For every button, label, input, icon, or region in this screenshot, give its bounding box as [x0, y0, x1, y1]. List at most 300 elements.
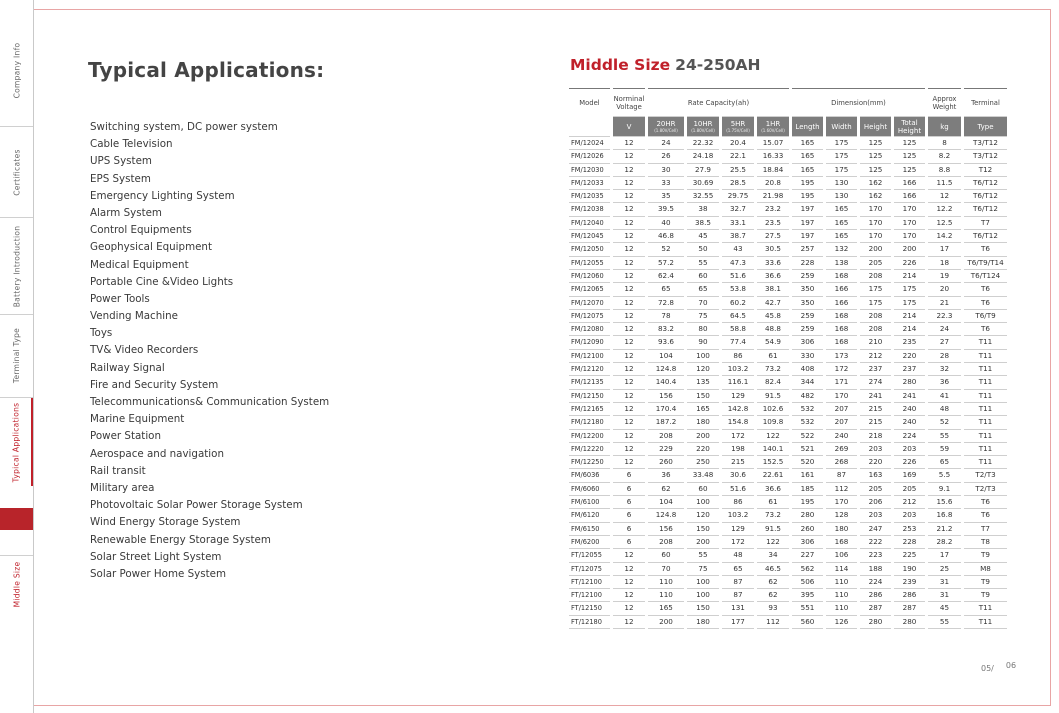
table-cell: 170.4 [648, 403, 684, 416]
table-cell: 42.7 [757, 297, 789, 310]
application-item: Fire and Security System [90, 378, 219, 391]
table-cell: 175 [860, 283, 891, 296]
table-cell: T6 [964, 243, 1007, 256]
table-cell: 240 [826, 430, 857, 443]
table-cell: 214 [894, 270, 925, 283]
application-item: Power Station [90, 430, 162, 443]
table-cell: 33 [648, 177, 684, 190]
table-cell: 250 [687, 456, 719, 469]
sub-header-cell [648, 116, 684, 136]
table-cell: 110 [826, 602, 857, 615]
table-cell: 27.5 [757, 230, 789, 243]
table-cell: 48.8 [757, 323, 789, 336]
application-item: Telecommunications& Communication System [90, 396, 330, 408]
table-cell: 62 [757, 576, 789, 589]
table-cell: 22.3 [928, 310, 961, 323]
model-cell: FM/12180 [569, 416, 610, 429]
table-cell: 57.2 [648, 257, 684, 270]
sub-header-label: Total Height [897, 118, 922, 135]
table-cell: 408 [792, 363, 823, 376]
sidebar-border [33, 0, 34, 713]
application-item: UPS System [90, 155, 152, 168]
table-cell: 12 [613, 336, 645, 349]
table-cell: 24 [648, 136, 684, 150]
tab-label: Company Info [12, 42, 22, 98]
table-cell: 38.5 [687, 217, 719, 230]
table-cell: 12 [613, 136, 645, 150]
table-cell: 12 [613, 310, 645, 323]
table-cell: 23.5 [757, 217, 789, 230]
table-cell: 259 [792, 310, 823, 323]
table-cell: 195 [792, 190, 823, 203]
table-cell: 165 [826, 217, 857, 230]
table-cell: T11 [964, 350, 1007, 363]
table-cell: 12 [613, 549, 645, 562]
table-cell: 12 [613, 164, 645, 177]
table-cell: 52 [928, 416, 961, 429]
table-cell: 17 [928, 243, 961, 256]
table-cell: 162 [860, 190, 891, 203]
table-row [569, 456, 1007, 469]
table-row [569, 602, 1007, 615]
table-cell: 170 [894, 203, 925, 216]
table-row [569, 496, 1007, 509]
table-cell: 180 [687, 416, 719, 429]
table-cell: T11 [964, 363, 1007, 376]
table-cell: 40 [648, 217, 684, 230]
page-total: 06 [1005, 661, 1017, 670]
table-cell: 120 [687, 509, 719, 522]
table-cell: 215 [860, 403, 891, 416]
table-cell: 237 [894, 363, 925, 376]
table-cell: 200 [648, 616, 684, 629]
table-cell: 224 [894, 430, 925, 443]
table-cell: 30 [648, 164, 684, 177]
table-cell: 30.69 [687, 177, 719, 190]
table-cell: 150 [687, 390, 719, 403]
table-cell: 172 [722, 430, 754, 443]
table-cell: 521 [792, 443, 823, 456]
table-cell: 156 [648, 523, 684, 536]
table-row [569, 323, 1007, 336]
table-cell: 33.1 [722, 217, 754, 230]
application-item: EPS System [90, 172, 151, 185]
table-cell: 30.6 [722, 469, 754, 482]
tab-battery-introduction[interactable] [0, 218, 34, 314]
tab-company-info[interactable] [0, 20, 34, 120]
model-cell: FM/12070 [569, 297, 610, 310]
table-cell: T11 [964, 443, 1007, 456]
table-cell: 31 [928, 589, 961, 602]
table-cell: 6 [613, 523, 645, 536]
sub-header-label: 10HR [693, 120, 713, 128]
table-cell: 253 [894, 523, 925, 536]
table-cell: 154.8 [722, 416, 754, 429]
table-cell: 177 [722, 616, 754, 629]
table-cell: 110 [648, 576, 684, 589]
table-cell: 73.2 [757, 509, 789, 522]
table-cell: T8 [964, 536, 1007, 549]
table-cell: 306 [792, 536, 823, 549]
table-row [569, 350, 1007, 363]
table-cell: 26 [648, 150, 684, 163]
model-cell: FM/12030 [569, 164, 610, 177]
table-row [569, 363, 1007, 376]
table-cell: 45.8 [757, 310, 789, 323]
table-cell: 269 [826, 443, 857, 456]
table-cell: 65 [722, 563, 754, 576]
table-cell: 106 [826, 549, 857, 562]
table-cell: 65 [928, 456, 961, 469]
table-row [569, 270, 1007, 283]
table-cell: 214 [894, 310, 925, 323]
table-cell: 225 [894, 549, 925, 562]
table-row [569, 443, 1007, 456]
table-cell: 24.18 [687, 150, 719, 163]
table-cell: 22.32 [687, 136, 719, 150]
sub-header-note: (1.80V/Cell) [691, 128, 715, 133]
table-cell: 150 [687, 523, 719, 536]
table-cell: 562 [792, 563, 823, 576]
table-cell: 86 [722, 350, 754, 363]
sub-header-cell [928, 116, 961, 136]
table-cell: 12 [613, 416, 645, 429]
table-cell: 12 [613, 443, 645, 456]
table-cell: 172 [826, 363, 857, 376]
table-cell: 224 [860, 576, 891, 589]
model-cell: FM/12024 [569, 136, 610, 150]
table-cell: 60 [648, 549, 684, 562]
table-cell: 156 [648, 390, 684, 403]
table-row [569, 243, 1007, 256]
model-cell: FM/12220 [569, 443, 610, 456]
table-row [569, 616, 1007, 629]
table-cell: 12 [613, 390, 645, 403]
table-cell: 33.6 [757, 257, 789, 270]
table-cell: 34 [757, 549, 789, 562]
table-cell: 150 [687, 602, 719, 615]
sub-header-cell [722, 116, 754, 136]
table-cell: 32.7 [722, 203, 754, 216]
table-cell: 240 [894, 416, 925, 429]
tab-label: Certificates [12, 148, 22, 196]
table-row [569, 536, 1007, 549]
table-cell: 38.1 [757, 283, 789, 296]
table-row [569, 136, 1007, 150]
table-cell: 61 [757, 350, 789, 363]
table-cell: 208 [860, 310, 891, 323]
table-cell: 65 [648, 283, 684, 296]
table-cell: 9.1 [928, 483, 961, 496]
sub-header-cell [826, 116, 857, 136]
table-row [569, 310, 1007, 323]
model-cell: FM/6200 [569, 536, 610, 549]
table-cell: 45 [928, 602, 961, 615]
table-cell: 175 [894, 297, 925, 310]
tab-terminal-type[interactable] [0, 315, 34, 395]
table-cell: 110 [826, 589, 857, 602]
table-cell: T6 [964, 283, 1007, 296]
table-cell: 12 [613, 243, 645, 256]
model-cell: FM/12120 [569, 363, 610, 376]
model-cell: FM/12080 [569, 323, 610, 336]
table-cell: 20 [928, 283, 961, 296]
table-row [569, 297, 1007, 310]
table-cell: 185 [792, 483, 823, 496]
table-cell: 70 [648, 563, 684, 576]
application-item: Alarm System [90, 206, 162, 219]
table-cell: 195 [792, 177, 823, 190]
col-voltage-header: Norminal Voltage [613, 88, 645, 116]
table-cell: 91.5 [757, 390, 789, 403]
table-cell: 12 [613, 257, 645, 270]
sub-header-note: (1.60V/Cell) [761, 128, 785, 133]
table-cell: 190 [894, 563, 925, 576]
table-cell: 12 [613, 576, 645, 589]
table-cell: 520 [792, 456, 823, 469]
table-cell: 48 [928, 403, 961, 416]
table-cell: 120 [687, 363, 719, 376]
table-cell: 280 [894, 616, 925, 629]
sub-header-label: Height [863, 122, 888, 131]
table-cell: 6 [613, 509, 645, 522]
table-cell: 12 [613, 563, 645, 576]
table-cell: 29.75 [722, 190, 754, 203]
tab-typical-applications[interactable] [0, 398, 34, 486]
table-cell: 12 [613, 230, 645, 243]
sub-header-cell [860, 116, 891, 136]
table-cell: 14.2 [928, 230, 961, 243]
table-cell: 166 [826, 283, 857, 296]
table-cell: 12 [613, 376, 645, 389]
table-cell: 21.98 [757, 190, 789, 203]
sub-header-cell [687, 116, 719, 136]
application-item: Emergency Lighting System [90, 189, 235, 202]
table-cell: 30.5 [757, 243, 789, 256]
table-cell: 129 [722, 523, 754, 536]
table-title [570, 56, 761, 74]
col-capacity-header: Rate Capacity(ah) [648, 88, 789, 116]
table-cell: 197 [792, 217, 823, 230]
table-cell: 112 [826, 483, 857, 496]
table-cell: 274 [860, 376, 891, 389]
table-cell: T9 [964, 576, 1007, 589]
table-cell: 215 [722, 456, 754, 469]
table-cell: 38.7 [722, 230, 754, 243]
table-cell: 31 [928, 576, 961, 589]
table-cell: 171 [826, 376, 857, 389]
table-cell: 166 [826, 297, 857, 310]
table-cell: 532 [792, 416, 823, 429]
table-cell: 214 [894, 323, 925, 336]
table-cell: 21.2 [928, 523, 961, 536]
table-cell: 122 [757, 536, 789, 549]
table-cell: 163 [860, 469, 891, 482]
table-cell: 170 [894, 217, 925, 230]
table-cell: 212 [860, 350, 891, 363]
sub-header-cell [792, 116, 823, 136]
table-cell: 306 [792, 336, 823, 349]
tab-middle-size[interactable] [0, 556, 34, 612]
table-cell: 138 [826, 257, 857, 270]
model-cell: FM/12250 [569, 456, 610, 469]
sub-header-label: 1HR [765, 120, 781, 128]
table-cell: 6 [613, 536, 645, 549]
table-cell: T2/T3 [964, 483, 1007, 496]
table-cell: 93 [757, 602, 789, 615]
table-sub-header-row [569, 116, 1007, 136]
table-cell: 125 [894, 150, 925, 163]
table-cell: T9 [964, 549, 1007, 562]
table-cell: 198 [722, 443, 754, 456]
spec-table [566, 88, 1010, 629]
tab-certificates[interactable] [0, 127, 34, 217]
table-cell: 103.2 [722, 363, 754, 376]
table-cell: 8.2 [928, 150, 961, 163]
table-cell: 162 [860, 177, 891, 190]
model-cell: FT/12100 [569, 576, 610, 589]
table-cell: 12 [613, 217, 645, 230]
table-cell: 102.6 [757, 403, 789, 416]
table-cell: 237 [860, 363, 891, 376]
table-cell: 28 [928, 350, 961, 363]
table-cell: 241 [894, 390, 925, 403]
table-cell: T6/T12 [964, 190, 1007, 203]
table-cell: 135 [687, 376, 719, 389]
table-cell: 200 [860, 243, 891, 256]
table-row [569, 390, 1007, 403]
table-cell: 259 [792, 323, 823, 336]
table-cell: 35 [648, 190, 684, 203]
table-cell: T11 [964, 390, 1007, 403]
table-cell: 12.2 [928, 203, 961, 216]
table-cell: 197 [792, 230, 823, 243]
table-cell: T2/T3 [964, 469, 1007, 482]
table-cell: 131 [722, 602, 754, 615]
table-cell: 73.2 [757, 363, 789, 376]
table-cell: 560 [792, 616, 823, 629]
table-cell: 187.2 [648, 416, 684, 429]
sub-header-note: (1.80V/Cell) [654, 128, 678, 133]
table-cell: 36 [928, 376, 961, 389]
table-cell: 12 [613, 403, 645, 416]
table-cell: 12 [613, 363, 645, 376]
table-cell: 173 [826, 350, 857, 363]
model-cell: FM/6150 [569, 523, 610, 536]
table-cell: 100 [687, 576, 719, 589]
table-cell: 36 [648, 469, 684, 482]
table-cell: T6/T124 [964, 270, 1007, 283]
table-row [569, 523, 1007, 536]
table-cell: 205 [860, 483, 891, 496]
table-cell: 344 [792, 376, 823, 389]
table-cell: 53.8 [722, 283, 754, 296]
model-cell: FM/12200 [569, 430, 610, 443]
table-cell: 24 [928, 323, 961, 336]
table-cell: 6 [613, 496, 645, 509]
table-cell: 5.5 [928, 469, 961, 482]
col-terminal-header: Terminal [964, 88, 1007, 116]
table-cell: 12 [613, 456, 645, 469]
table-cell: 130 [826, 177, 857, 190]
table-cell: 32 [928, 363, 961, 376]
table-cell: T3/T12 [964, 136, 1007, 150]
table-cell: 32.55 [687, 190, 719, 203]
table-cell: 60 [687, 483, 719, 496]
sub-header-cell [757, 116, 789, 136]
table-cell: 205 [860, 257, 891, 270]
table-cell: 104 [648, 350, 684, 363]
table-cell: 45 [687, 230, 719, 243]
table-cell: 247 [860, 523, 891, 536]
table-cell: 12 [613, 203, 645, 216]
table-cell: 6 [613, 483, 645, 496]
table-cell: 116.1 [722, 376, 754, 389]
table-cell: 125 [894, 136, 925, 150]
model-cell: FM/12090 [569, 336, 610, 349]
sidebar [0, 0, 34, 713]
col-dimension-header: Dimension(mm) [792, 88, 925, 116]
table-cell: 55 [687, 549, 719, 562]
table-cell: 47.3 [722, 257, 754, 270]
table-cell: 235 [894, 336, 925, 349]
table-cell: 126 [826, 616, 857, 629]
table-cell: 17 [928, 549, 961, 562]
table-cell: 330 [792, 350, 823, 363]
table-cell: T11 [964, 416, 1007, 429]
table-cell: 46.5 [757, 563, 789, 576]
application-item: Medical Equipment [90, 258, 189, 271]
table-cell: T3/T12 [964, 150, 1007, 163]
table-cell: 36.6 [757, 483, 789, 496]
tab-label: Typical Applications [11, 402, 21, 482]
table-cell: 60.2 [722, 297, 754, 310]
table-cell: 170 [826, 496, 857, 509]
applications-title: Typical Applications: [88, 58, 325, 82]
table-cell: 114 [826, 563, 857, 576]
table-cell: 260 [648, 456, 684, 469]
table-cell: 287 [894, 602, 925, 615]
table-cell: 170 [860, 203, 891, 216]
table-cell: 259 [792, 270, 823, 283]
table-cell: 55 [928, 616, 961, 629]
table-cell: 165 [687, 403, 719, 416]
application-item: Solar Power Home System [90, 567, 226, 580]
table-cell: 70 [687, 297, 719, 310]
table-group-header-row [569, 88, 1007, 116]
model-cell: FT/12055 [569, 549, 610, 562]
sub-header-cell [613, 116, 645, 136]
table-cell: 27.9 [687, 164, 719, 177]
table-cell: T11 [964, 616, 1007, 629]
table-cell: 122 [757, 430, 789, 443]
table-cell: 12 [613, 150, 645, 163]
table-cell: 188 [860, 563, 891, 576]
page-current: 05/ [981, 664, 994, 673]
table-cell: 197 [792, 203, 823, 216]
table-cell: 168 [826, 336, 857, 349]
table-row [569, 164, 1007, 177]
tab-label: Terminal Type [12, 327, 22, 383]
spec-table-container [569, 88, 1010, 629]
model-cell: FT/12075 [569, 563, 610, 576]
model-cell: FM/12065 [569, 283, 610, 296]
table-cell: 60 [687, 270, 719, 283]
table-cell: 6 [613, 469, 645, 482]
table-cell: 165 [648, 602, 684, 615]
model-cell: FM/12050 [569, 243, 610, 256]
table-cell: 12 [613, 177, 645, 190]
